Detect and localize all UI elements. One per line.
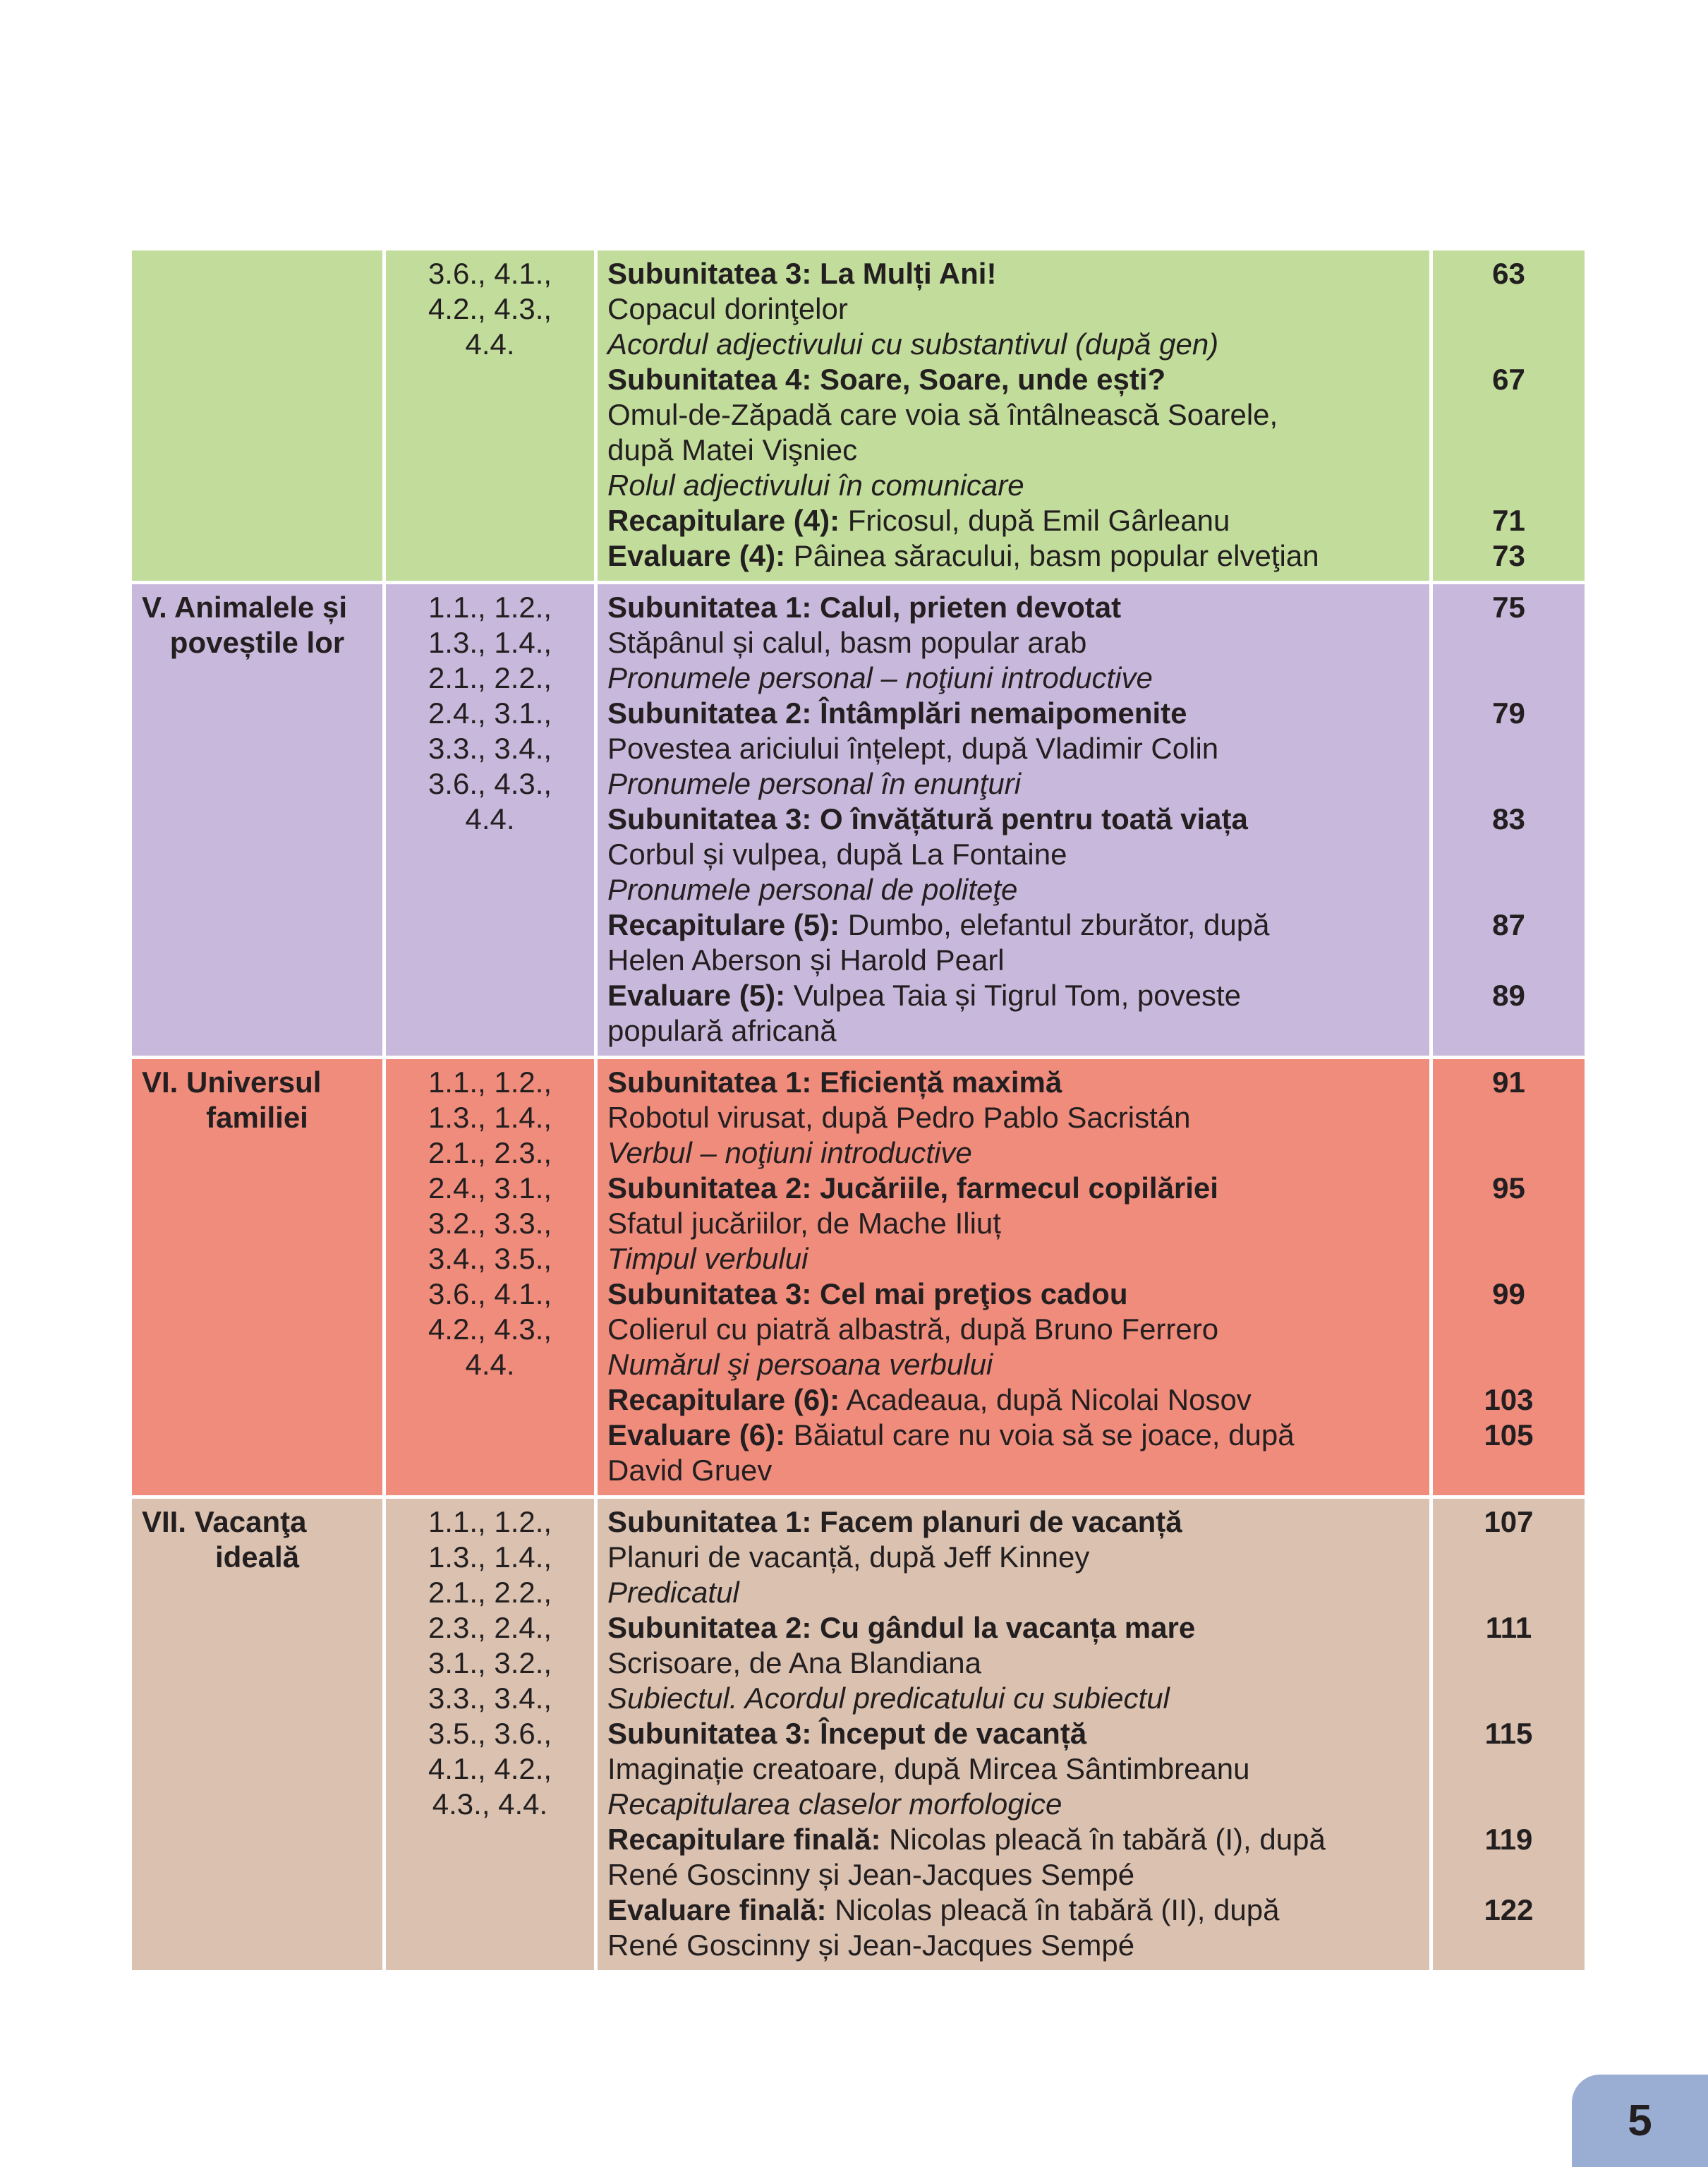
content-line	[607, 291, 1419, 327]
unit-title-cell	[131, 583, 384, 1058]
competence-line: 4.2., 4.3.,	[428, 292, 552, 325]
reading-text: Pâinea săracului, basm popular elveţian	[785, 539, 1319, 572]
content-line	[607, 1312, 1419, 1347]
page-ref	[1443, 397, 1575, 433]
competence-line: 2.3., 2.4.,	[428, 1611, 552, 1644]
content-line	[607, 1241, 1419, 1276]
page-ref	[1443, 1100, 1575, 1135]
page-ref: 89	[1492, 979, 1525, 1012]
content-line	[607, 397, 1419, 433]
content-line	[607, 907, 1419, 943]
competence-line: 3.1., 3.2.,	[428, 1646, 552, 1679]
page-ref: 67	[1492, 363, 1525, 396]
page-ref	[1443, 1135, 1575, 1171]
lesson-heading: Evaluare (6):	[607, 1418, 786, 1451]
reading-text: René Goscinny și Jean-Jacques Sempé	[607, 1928, 1135, 1962]
page-ref	[1443, 872, 1575, 907]
reading-text: Sfatul jucăriilor, de Mache Iliuț	[607, 1207, 1001, 1240]
reading-text: după Matei Vişniec	[607, 433, 858, 466]
grammar-topic: Recapitularea claselor morfologice	[607, 1787, 1062, 1821]
competence-line: 3.3., 3.4.,	[428, 1682, 552, 1715]
reading-text: Imaginație creatoare, după Mircea Sântimbreanu	[607, 1752, 1250, 1785]
content-cell	[596, 1497, 1431, 1972]
lesson-heading: Evaluare (5):	[607, 979, 786, 1012]
lesson-heading: Recapitulare (5):	[607, 908, 840, 941]
grammar-topic: Pronumele personal în enunţuri	[607, 767, 1022, 800]
competence-line: 2.1., 2.2.,	[428, 661, 552, 694]
content-line	[607, 625, 1419, 660]
content-line	[607, 1893, 1419, 1928]
page-ref	[1443, 625, 1575, 660]
page-ref: 99	[1492, 1277, 1525, 1310]
grammar-topic: Pronumele personal de politeţe	[607, 873, 1018, 906]
lesson-heading: Recapitulare (6):	[607, 1383, 840, 1416]
page-ref	[1443, 731, 1575, 766]
page-ref	[1443, 291, 1575, 327]
reading-text: David Gruev	[607, 1454, 773, 1487]
reading-text: Copacul dorinţelor	[607, 292, 848, 325]
lesson-heading: Subunitatea 3: O învățătură pentru toată viața	[607, 802, 1248, 835]
content-line	[607, 590, 1419, 625]
reading-text: Planuri de vacanță, după Jeff Kinney	[607, 1540, 1090, 1574]
grammar-topic: Verbul – noţiuni introductive	[607, 1136, 972, 1169]
competence-line: 1.3., 1.4.,	[428, 1540, 552, 1574]
page-ref: 71	[1492, 504, 1525, 537]
competence-line: 1.1., 1.2.,	[428, 1505, 552, 1538]
grammar-topic: Acordul adjectivului cu substantivul (după gen)	[607, 327, 1219, 361]
content-line	[607, 1857, 1419, 1893]
lesson-heading: Subunitatea 4: Soare, Soare, unde ești?	[607, 363, 1166, 396]
page-ref	[1443, 1540, 1575, 1575]
unit-title-line: V. Animalele și	[142, 591, 348, 624]
lesson-heading: Subunitatea 3: La Mulți Ani!	[607, 257, 997, 290]
page-ref	[1443, 1206, 1575, 1241]
content-line	[607, 837, 1419, 872]
reading-text: Dumbo, elefantul zburător, după	[840, 908, 1270, 941]
lesson-heading: Subunitatea 2: Jucăriile, farmecul copilăriei	[607, 1171, 1218, 1205]
unit-row	[131, 583, 1587, 1058]
grammar-topic: Pronumele personal – noţiuni introductive	[607, 661, 1153, 694]
page-ref	[1443, 1857, 1575, 1893]
page-ref	[1443, 837, 1575, 872]
page-ref: 63	[1492, 257, 1525, 290]
content-line	[607, 1100, 1419, 1135]
reading-text: Nicolas pleacă în tabără (I), după	[880, 1823, 1326, 1856]
lesson-heading: Subunitatea 2: Cu gândul la vacanța mare	[607, 1611, 1196, 1644]
lesson-heading: Subunitatea 1: Calul, prieten devotat	[607, 591, 1122, 624]
lesson-heading: Subunitatea 1: Eficiență maximă	[607, 1066, 1062, 1099]
page-ref	[1443, 468, 1575, 503]
content-line	[607, 731, 1419, 766]
reading-text: Scrisoare, de Ana Blandiana	[607, 1646, 982, 1679]
page-ref	[1443, 766, 1575, 802]
unit-title-line: VII. Vacanţa	[142, 1505, 307, 1538]
content-line	[607, 696, 1419, 731]
content-line	[607, 1171, 1419, 1206]
grammar-topic: Subiectul. Acordul predicatului cu subiectul	[607, 1682, 1170, 1715]
reading-text: Băiatul care nu voia să se joace, după	[785, 1418, 1295, 1451]
unit-title-line: VI. Universul	[142, 1066, 322, 1099]
reading-text: Nicolas pleacă în tabără (II), după	[826, 1893, 1280, 1926]
content-line	[607, 1276, 1419, 1312]
lesson-heading: Subunitatea 2: Întâmplări nemaipomenite	[607, 696, 1187, 730]
content-line	[607, 802, 1419, 837]
competence-line: 1.1., 1.2.,	[428, 1066, 552, 1099]
competences-cell	[384, 583, 596, 1058]
content-line	[607, 327, 1419, 362]
content-line	[607, 1610, 1419, 1646]
grammar-topic: Timpul verbului	[607, 1242, 808, 1275]
reading-text: Corbul și vulpea, după La Fontaine	[607, 838, 1067, 871]
page-ref: 122	[1484, 1893, 1534, 1926]
competence-line: 3.5., 3.6.,	[428, 1717, 552, 1750]
reading-text: populară africană	[607, 1014, 837, 1047]
competence-line: 2.1., 2.2.,	[428, 1576, 552, 1609]
page-ref	[1443, 1312, 1575, 1347]
content-line	[607, 1575, 1419, 1610]
content-line	[607, 1928, 1419, 1963]
competences-cell	[384, 1497, 596, 1972]
content-cell	[596, 583, 1431, 1058]
competence-line: 4.3., 4.4.	[432, 1787, 548, 1821]
content-line	[607, 1751, 1419, 1787]
competence-line: 4.4.	[465, 327, 515, 361]
page-ref	[1443, 1751, 1575, 1787]
content-line	[607, 1787, 1419, 1822]
page-ref: 75	[1492, 591, 1525, 624]
lesson-heading: Subunitatea 1: Facem planuri de vacanță	[607, 1505, 1182, 1538]
competence-line: 3.6., 4.1.,	[428, 1277, 552, 1310]
content-line	[607, 362, 1419, 397]
unit-title-cell	[131, 1497, 384, 1972]
competence-line: 1.3., 1.4.,	[428, 626, 552, 659]
page-ref	[1443, 1453, 1575, 1488]
page-ref: 103	[1484, 1383, 1534, 1416]
page-ref	[1443, 1241, 1575, 1276]
page-ref	[1443, 327, 1575, 362]
reading-text: Stăpânul și calul, basm popular arab	[607, 626, 1087, 659]
content-line	[607, 1681, 1419, 1716]
content-line	[607, 1065, 1419, 1100]
reading-text: Colierul cu piatră albastră, după Bruno Ferrero	[607, 1312, 1219, 1346]
competence-line: 4.2., 4.3.,	[428, 1312, 552, 1346]
reading-text: Omul-de-Zăpadă care voia să întâlnească Soarele,	[607, 398, 1278, 431]
competences-cell	[384, 249, 596, 583]
content-line	[607, 1540, 1419, 1575]
page-ref	[1443, 1575, 1575, 1610]
page-ref: 91	[1492, 1066, 1525, 1099]
page-cell	[1431, 583, 1587, 1058]
page-cell	[1431, 1058, 1587, 1497]
page-ref: 95	[1492, 1171, 1525, 1205]
unit-row	[131, 249, 1587, 583]
content-cell	[596, 1058, 1431, 1497]
content-line	[607, 1382, 1419, 1418]
content-line	[607, 538, 1419, 574]
content-line	[607, 1504, 1419, 1540]
lesson-heading: Evaluare finală:	[607, 1893, 827, 1926]
content-line	[607, 503, 1419, 538]
competence-line: 1.3., 1.4.,	[428, 1101, 552, 1134]
content-line	[607, 1716, 1419, 1751]
competence-line: 2.1., 2.3.,	[428, 1136, 552, 1169]
competence-line: 4.1., 4.2.,	[428, 1752, 552, 1785]
reading-text: Robotul virusat, după Pedro Pablo Sacristán	[607, 1101, 1191, 1134]
page-cell	[1431, 249, 1587, 583]
page-ref: 83	[1492, 802, 1525, 835]
page-ref	[1443, 1646, 1575, 1681]
competences-cell	[384, 1058, 596, 1497]
content-line	[607, 1418, 1419, 1453]
content-line	[607, 766, 1419, 802]
page-ref	[1443, 1347, 1575, 1382]
page-ref	[1443, 1787, 1575, 1822]
unit-row	[131, 1497, 1587, 1972]
lesson-heading: Recapitulare finală:	[607, 1823, 881, 1856]
unit-row	[131, 1058, 1587, 1497]
competence-line: 4.4.	[465, 1348, 515, 1381]
competence-line: 1.1., 1.2.,	[428, 591, 552, 624]
page-ref	[1443, 1681, 1575, 1716]
content-line	[607, 468, 1419, 503]
competence-line: 3.4., 3.5.,	[428, 1242, 552, 1275]
page-ref: 107	[1484, 1505, 1534, 1538]
content-line	[607, 660, 1419, 696]
page-ref	[1443, 1013, 1575, 1049]
page-ref: 73	[1492, 539, 1525, 572]
lesson-heading: Subunitatea 3: Cel mai preţios cadou	[607, 1277, 1128, 1310]
lesson-heading: Recapitulare (4):	[607, 504, 840, 537]
content-cell	[596, 249, 1431, 583]
page-ref: 119	[1484, 1823, 1533, 1856]
page-ref: 105	[1484, 1418, 1534, 1451]
grammar-topic: Numărul şi persoana verbului	[607, 1348, 993, 1381]
page-ref: 79	[1492, 696, 1525, 730]
content-line	[607, 433, 1419, 468]
reading-text: René Goscinny și Jean-Jacques Sempé	[607, 1858, 1135, 1891]
content-line	[607, 943, 1419, 978]
page-ref	[1443, 1928, 1575, 1963]
page-ref	[1443, 943, 1575, 978]
page-cell	[1431, 1497, 1587, 1972]
competence-line: 3.6., 4.1.,	[428, 257, 552, 290]
content-line	[607, 1013, 1419, 1049]
page-ref	[1443, 660, 1575, 696]
content-line	[607, 1347, 1419, 1382]
content-line	[607, 256, 1419, 291]
competence-line: 3.2., 3.3.,	[428, 1207, 552, 1240]
unit-title-line: poveștile lor	[169, 626, 345, 659]
content-line	[607, 1206, 1419, 1241]
grammar-topic: Predicatul	[607, 1576, 739, 1609]
content-line	[607, 1822, 1419, 1857]
competence-line: 3.6., 4.3.,	[428, 767, 552, 800]
unit-title-line: familiei	[206, 1101, 308, 1134]
reading-text: Acadeaua, după Nicolai Nosov	[840, 1383, 1252, 1416]
content-line	[607, 1135, 1419, 1171]
page-ref: 115	[1484, 1717, 1533, 1750]
competence-line: 3.3., 3.4.,	[428, 732, 552, 765]
content-line	[607, 1646, 1419, 1681]
competence-line: 2.4., 3.1.,	[428, 696, 552, 730]
lesson-heading: Evaluare (4):	[607, 539, 786, 572]
grammar-topic: Rolul adjectivului în comunicare	[607, 469, 1024, 502]
content-line	[607, 978, 1419, 1013]
competence-line: 2.4., 3.1.,	[428, 1171, 552, 1205]
reading-text: Helen Aberson și Harold Pearl	[607, 943, 1005, 977]
page-number: 5	[1572, 2075, 1708, 2167]
content-line	[607, 872, 1419, 907]
page-ref: 111	[1485, 1611, 1532, 1644]
page-ref	[1443, 433, 1575, 468]
unit-title-cell	[131, 249, 384, 583]
reading-text: Vulpea Taia și Tigrul Tom, poveste	[785, 979, 1242, 1012]
page-ref: 87	[1492, 908, 1525, 941]
competence-line: 4.4.	[465, 802, 515, 835]
reading-text: Povestea ariciului înțelept, după Vladimir Colin	[607, 732, 1219, 765]
reading-text: Fricosul, după Emil Gârleanu	[840, 504, 1230, 537]
unit-title-line: ideală	[214, 1540, 300, 1574]
content-line	[607, 1453, 1419, 1488]
unit-title-cell	[131, 1058, 384, 1497]
lesson-heading: Subunitatea 3: Început de vacanță	[607, 1717, 1087, 1750]
table-of-contents	[128, 247, 1588, 1974]
